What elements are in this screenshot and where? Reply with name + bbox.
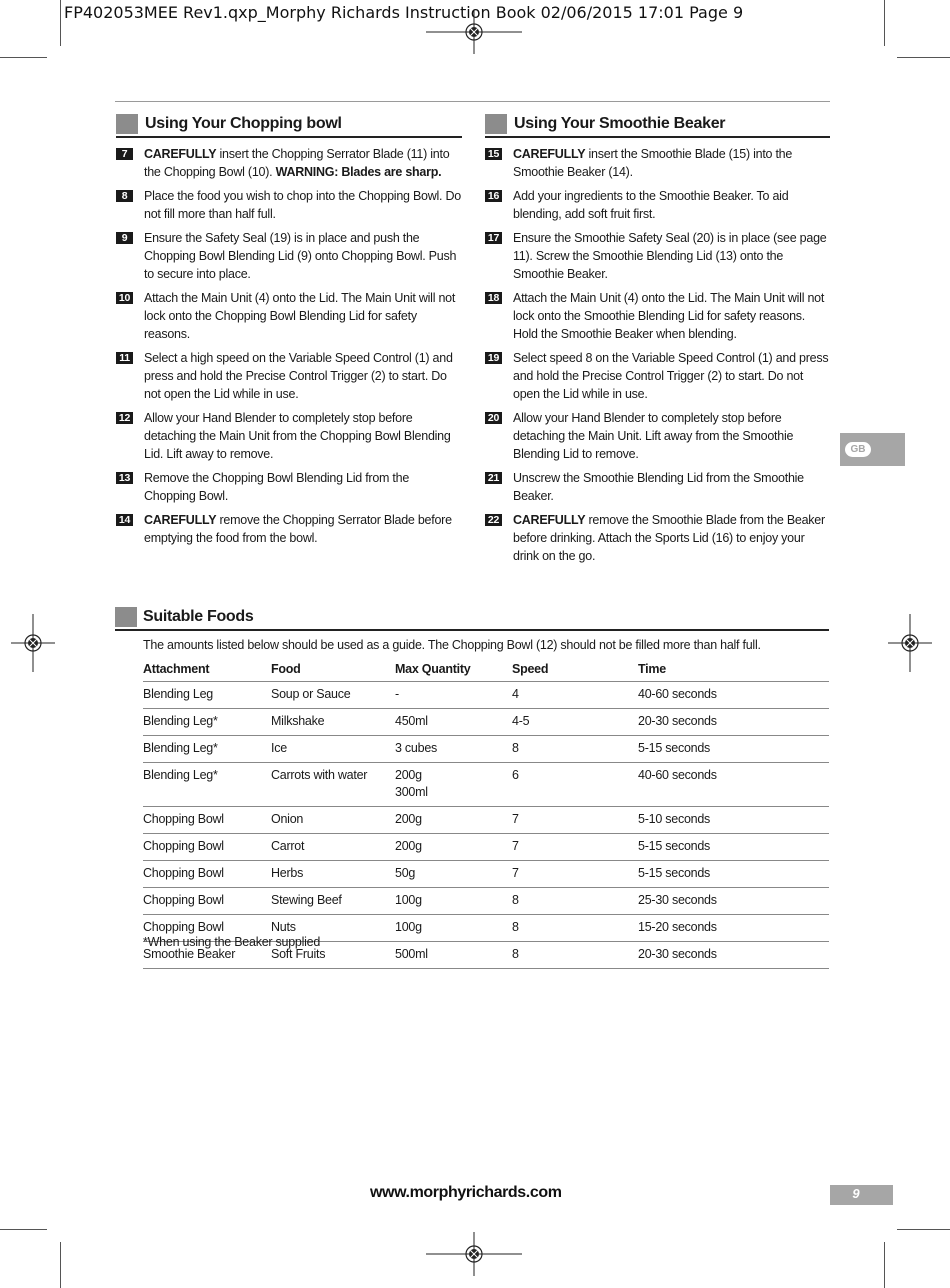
food-cell: Soup or Sauce <box>271 682 395 709</box>
table-row <box>143 682 829 709</box>
step-number: 13 <box>116 472 133 484</box>
food-cell: Carrots with water <box>271 763 395 807</box>
step-number: 11 <box>116 352 133 364</box>
step-number: 10 <box>116 292 133 304</box>
table-row <box>143 861 829 888</box>
step-number: 21 <box>485 472 502 484</box>
step-text: Unscrew the Smoothie Blending Lid from the Smoothie Beaker. <box>513 471 804 503</box>
speed-cell: 8 <box>512 915 638 942</box>
step-number: 20 <box>485 412 502 424</box>
registration-mark-icon <box>888 614 932 672</box>
quantity-cell: 3 cubes <box>395 736 512 763</box>
step-number: 7 <box>116 148 133 160</box>
chopping-steps-list <box>116 145 462 553</box>
food-cell: Nuts <box>271 915 395 942</box>
step-emphasis: CAREFULLY <box>513 147 586 161</box>
step-text: Allow your Hand Blender to completely stop before detaching the Main Unit from the Chopping Bowl Blending Lid. Lift away to remove. <box>144 411 451 461</box>
food-cell: Carrot <box>271 834 395 861</box>
crop-mark <box>0 57 47 58</box>
food-cell: Ice <box>271 736 395 763</box>
registration-mark-icon <box>426 1232 522 1276</box>
step-item <box>116 349 462 403</box>
speed-cell: 7 <box>512 834 638 861</box>
table-row <box>143 807 829 834</box>
speed-cell: 4-5 <box>512 709 638 736</box>
crop-mark <box>60 0 61 46</box>
step-item <box>485 145 830 181</box>
step-text: remove the Chopping Serrator Blade before emptying the food from the bowl. <box>144 513 452 545</box>
step-item <box>116 289 462 343</box>
column-header: Speed <box>512 658 638 682</box>
smoothie-section-title: Using Your Smoothie Beaker <box>514 115 726 132</box>
step-text: Ensure the Smoothie Safety Seal (20) is in place (see page 11). Screw the Smoothie Blending Lid (13) onto the Smoothie Beaker. <box>513 231 827 281</box>
step-text: Attach the Main Unit (4) onto the Lid. The Main Unit will not lock onto the Smoothie Blending Lid for safety reasons. Hold the Smoothie Beaker when blending. <box>513 291 825 341</box>
speed-cell: 6 <box>512 763 638 807</box>
print-slug: FP402053MEE Rev1.qxp_Morphy Richards Instruction Book 02/06/2015 17:01 Page 9 <box>64 3 744 22</box>
food-cell: Onion <box>271 807 395 834</box>
step-item <box>485 187 830 223</box>
quantity-cell: - <box>395 682 512 709</box>
attachment-cell: Chopping Bowl <box>143 807 271 834</box>
step-item <box>485 409 830 463</box>
attachment-cell: Blending Leg* <box>143 763 271 807</box>
time-cell: 5-10 seconds <box>638 807 829 834</box>
quantity-cell: 50g <box>395 861 512 888</box>
step-item <box>485 511 830 565</box>
chopping-section-title: Using Your Chopping bowl <box>145 115 342 132</box>
attachment-cell: Chopping Bowl <box>143 834 271 861</box>
suitable-foods-table <box>143 658 829 969</box>
step-text: Remove the Chopping Bowl Blending Lid from the Chopping Bowl. <box>144 471 410 503</box>
step-number: 16 <box>485 190 502 202</box>
speed-cell: 8 <box>512 736 638 763</box>
step-item <box>116 511 462 547</box>
step-number: 15 <box>485 148 502 160</box>
registration-mark-icon <box>11 614 55 672</box>
step-number: 19 <box>485 352 502 364</box>
quantity-cell: 450ml <box>395 709 512 736</box>
step-text: Attach the Main Unit (4) onto the Lid. The Main Unit will not lock onto the Chopping Bowl Blending Lid for safety reasons. <box>144 291 456 341</box>
crop-mark <box>60 1242 61 1288</box>
table-row <box>143 888 829 915</box>
step-text: Select speed 8 on the Variable Speed Control (1) and press and hold the Precise Control Trigger (2) to start. Do not open the Lid while in use. <box>513 351 829 401</box>
website-url: www.morphyrichards.com <box>370 1184 562 1201</box>
speed-cell: 7 <box>512 807 638 834</box>
page-number-box <box>830 1185 893 1205</box>
step-emphasis: CAREFULLY <box>144 513 217 527</box>
food-cell: Herbs <box>271 861 395 888</box>
page-number: 9 <box>852 1186 860 1201</box>
step-text: insert the Smoothie Blade (15) into the Smoothie Beaker (14). <box>513 147 793 179</box>
step-item <box>116 409 462 463</box>
crop-mark <box>0 1229 47 1230</box>
step-text: Allow your Hand Blender to completely stop before detaching the Main Unit. Lift away from the Smoothie Blending Lid to remove. <box>513 411 794 461</box>
column-header: Max Quantity <box>395 658 512 682</box>
heading-block-icon <box>115 607 137 627</box>
time-cell: 20-30 seconds <box>638 709 829 736</box>
step-text: remove the Smoothie Blade from the Beaker before drinking. Attach the Sports Lid (16) to enjoy your drink on the go. <box>513 513 825 563</box>
column-header: Attachment <box>143 658 271 682</box>
step-number: 9 <box>116 232 133 244</box>
crop-mark <box>884 0 885 46</box>
attachment-cell: Blending Leg* <box>143 736 271 763</box>
step-text: insert the Chopping Serrator Blade (11) into the Chopping Bowl (10). <box>144 147 450 179</box>
step-item <box>116 469 462 505</box>
step-warning: WARNING: Blades are sharp. <box>275 165 442 179</box>
column-header: Time <box>638 658 829 682</box>
step-item <box>485 229 830 283</box>
crop-mark <box>897 1229 950 1230</box>
time-cell: 25-30 seconds <box>638 888 829 915</box>
column-header: Food <box>271 658 395 682</box>
time-cell: 40-60 seconds <box>638 763 829 807</box>
step-emphasis: CAREFULLY <box>144 147 217 161</box>
quantity-cell: 200g <box>395 834 512 861</box>
step-text: Ensure the Safety Seal (19) is in place and push the Chopping Bowl Blending Lid (9) onto Chopping Bowl. Push to secure into place. <box>144 231 457 281</box>
time-cell: 15-20 seconds <box>638 915 829 942</box>
step-text: Add your ingredients to the Smoothie Beaker. To aid blending, add soft fruit first. <box>513 189 789 221</box>
crop-mark <box>897 57 950 58</box>
speed-cell: 7 <box>512 861 638 888</box>
step-item <box>485 469 830 505</box>
registration-mark-icon <box>426 10 522 54</box>
speed-cell: 8 <box>512 942 638 969</box>
attachment-cell: Chopping Bowl <box>143 861 271 888</box>
step-number: 17 <box>485 232 502 244</box>
time-cell: 5-15 seconds <box>638 834 829 861</box>
food-cell: Soft Fruits <box>271 942 395 969</box>
crop-mark <box>884 1242 885 1288</box>
step-item <box>485 289 830 343</box>
step-item <box>116 145 462 181</box>
table-row <box>143 763 829 807</box>
heading-block-icon <box>116 114 138 134</box>
step-number: 12 <box>116 412 133 424</box>
table-row <box>143 709 829 736</box>
time-cell: 5-15 seconds <box>638 736 829 763</box>
language-tab <box>840 433 905 466</box>
step-number: 22 <box>485 514 502 526</box>
foods-section-heading <box>115 607 829 631</box>
quantity-cell: 500ml <box>395 942 512 969</box>
quantity-cell: 200g 300ml <box>395 763 512 807</box>
smoothie-section-heading <box>485 114 830 138</box>
smoothie-steps-list <box>485 145 830 571</box>
step-item <box>116 187 462 223</box>
step-text: Select a high speed on the Variable Speed Control (1) and press and hold the Precise Control Trigger (2) to start. Do not open the Lid while in use. <box>144 351 453 401</box>
time-cell: 40-60 seconds <box>638 682 829 709</box>
step-item <box>116 229 462 283</box>
attachment-cell: Smoothie Beaker <box>143 942 271 969</box>
attachment-cell: Chopping Bowl <box>143 915 271 942</box>
table-row <box>143 736 829 763</box>
food-cell: Milkshake <box>271 709 395 736</box>
language-tab-label: GB <box>845 442 871 457</box>
time-cell: 20-30 seconds <box>638 942 829 969</box>
heading-block-icon <box>485 114 507 134</box>
foods-section-title: Suitable Foods <box>143 608 254 625</box>
table-footnote: *When using the Beaker supplied <box>143 935 321 949</box>
time-cell: 5-15 seconds <box>638 861 829 888</box>
attachment-cell: Blending Leg* <box>143 709 271 736</box>
quantity-cell: 100g <box>395 888 512 915</box>
speed-cell: 4 <box>512 682 638 709</box>
step-text: Place the food you wish to chop into the Chopping Bowl. Do not fill more than half full. <box>144 189 461 221</box>
step-emphasis: CAREFULLY <box>513 513 586 527</box>
step-number: 14 <box>116 514 133 526</box>
top-rule <box>115 101 830 102</box>
speed-cell: 8 <box>512 888 638 915</box>
attachment-cell: Chopping Bowl <box>143 888 271 915</box>
attachment-cell: Blending Leg <box>143 682 271 709</box>
table-header-row <box>143 658 829 682</box>
chopping-section-heading <box>116 114 462 138</box>
step-number: 8 <box>116 190 133 202</box>
table-row <box>143 834 829 861</box>
quantity-cell: 200g <box>395 807 512 834</box>
food-cell: Stewing Beef <box>271 888 395 915</box>
foods-intro: The amounts listed below should be used as a guide. The Chopping Bowl (12) should not be filled more than half full. <box>143 638 761 652</box>
step-number: 18 <box>485 292 502 304</box>
quantity-cell: 100g <box>395 915 512 942</box>
step-item <box>485 349 830 403</box>
